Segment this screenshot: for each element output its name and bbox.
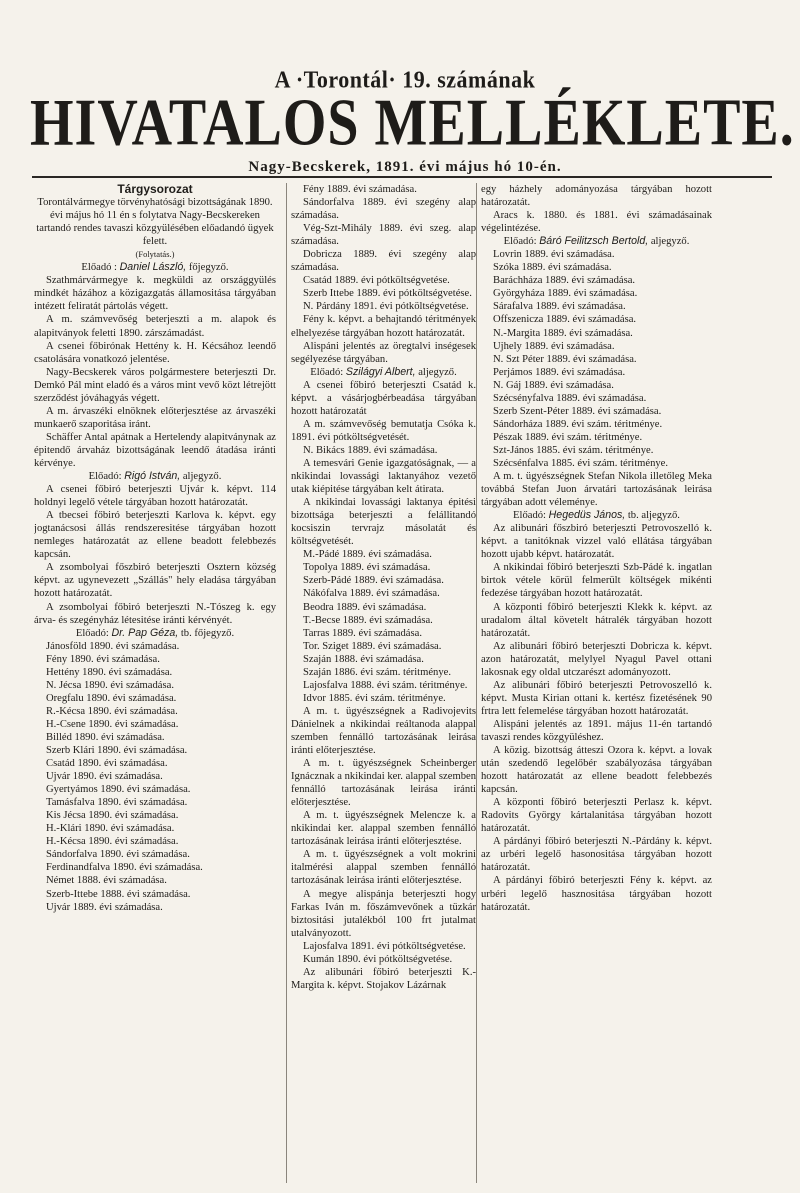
account-item: Német 1888. évi számadása. bbox=[46, 875, 167, 887]
account-item: Szerb Klári 1890. évi számadása. bbox=[46, 745, 188, 757]
account-item: Szerb-Pádé 1889. évi számadása. bbox=[303, 575, 444, 587]
agenda-item: A közig. bizottság átteszi Ozora k. képvt. a lovak után szedendő legelőbér szabályozása tárgyában hozott határozatát az ellene beadott felebbezés kapcsán. bbox=[481, 745, 712, 796]
account-item: Szt-János 1885. évi szám. téritménye. bbox=[493, 444, 654, 456]
agenda-item: A m. t. ügyészségnek a volt mokrini italmérési alappal szemben fennálló tartozásának leirása iránti előterjesztése. bbox=[291, 849, 476, 887]
account-item: Jánosföld 1890. évi számadása. bbox=[46, 640, 180, 652]
presenter-line bbox=[34, 261, 276, 274]
account-item: Beodra 1889. évi számadása. bbox=[303, 601, 427, 613]
account-item: Szaján 1886. évi szám. téritménye. bbox=[303, 666, 451, 678]
account-item: Szerb-Ittebe 1888. évi számadása. bbox=[46, 888, 191, 900]
presenter-prefix: Előadó: bbox=[75, 627, 112, 639]
column-2 bbox=[286, 183, 476, 1183]
agenda-item: A zsombolyai főszbiró beterjeszti Osztern község képvt. az ugynevezett „Szállás" hely eladása tárgyában hozott határozatát. bbox=[34, 562, 276, 600]
agenda-item: Schäffer Antal apátnak a Hertelendy alapitványnak az épitendő árvaház bizottságának leendő átadása iránti kérvénye. bbox=[34, 431, 276, 469]
account-item: Lovrin 1889. évi számadása. bbox=[493, 249, 615, 261]
account-item: Tor. Sziget 1889. évi számadása. bbox=[303, 640, 442, 652]
agenda-item: Az alibunári főbiró beterjeszti Petrovoszelló k. képvt. Musta Kirian ottani k. kertész fizetésének 90 frtra lett felemelése tárgyában hozott határozatát. bbox=[481, 679, 712, 717]
agenda-item: A csenei főbirónak Hettény k. H. Kécsához leendő csatolására vonatkozó jelentése. bbox=[34, 340, 276, 365]
account-item: Szerb Ittebe 1889. évi pótköltségvetése. bbox=[303, 288, 472, 300]
account-item: Oregfalu 1890. évi számadása. bbox=[46, 692, 177, 704]
account-item: Idvor 1885. évi szám. téritménye. bbox=[303, 692, 446, 704]
account-item: Ujvár 1889. évi számadása. bbox=[46, 901, 163, 913]
presenter-line bbox=[481, 235, 712, 248]
agenda-item: A központi főbiró beterjeszti Klekk k. képvt. az uradalom által követelt hátralék tárgyában hozott határozatát. bbox=[481, 601, 712, 639]
agenda-item: A csenei főbiró beterjeszti Ujvár k. képvt. 114 holdnyi legelő vétele tárgyában hozott határozatát. bbox=[34, 484, 276, 509]
account-item: Szécsénfalva 1885. évi szám. téritménye. bbox=[493, 457, 669, 469]
agenda-item: A központi főbiró beterjeszti Perlasz k. képvt. Radovits György kártalanitása tárgyában hozott határozatát. bbox=[481, 797, 712, 835]
continuation-note: (Folytatás.) bbox=[135, 249, 175, 260]
presenter-prefix: Előadó: bbox=[513, 510, 549, 522]
presenter-name: Hegedüs János, bbox=[548, 509, 626, 522]
account-item: Vég-Szt-Mihály 1889. évi szeg. alap számadása. bbox=[291, 223, 476, 248]
account-item: R.-Kécsa 1890. évi számadása. bbox=[46, 705, 178, 717]
account-item: Hettény 1890. évi számadása. bbox=[46, 666, 173, 678]
agenda-item: Alispáni jelentés az 1891. május 11-én tartandó tavaszi rendes közgyüléshez. bbox=[481, 718, 712, 743]
account-item: Lajosfalva 1888. évi szám. téritménye. bbox=[303, 679, 468, 691]
account-item: N.-Margita 1889. évi számadása. bbox=[493, 327, 633, 339]
account-item: Györgyháza 1889. évi számadása. bbox=[493, 288, 638, 300]
account-item: Kis Jécsa 1890. évi számadása. bbox=[46, 810, 179, 822]
presenter-line bbox=[34, 627, 276, 640]
agenda-item: Szathmárvármegye k. megküldi az országgyülés mindkét házához a közigazgatás államositása tárgyában intézett feliratát pártolás végett. bbox=[34, 275, 276, 313]
presenter-prefix: Előadó : bbox=[81, 262, 120, 274]
account-item: Dobricza 1889. évi szegény alap számadása. bbox=[291, 249, 476, 274]
agenda-item: Aracs k. 1880. és 1881. évi számadásainak végelintézése. bbox=[481, 210, 712, 235]
account-item: N. Párdány 1891. évi pótköltségvetése. bbox=[303, 301, 469, 313]
account-item: M.-Pádé 1889. évi számadása. bbox=[303, 549, 432, 561]
presenter-name: Szilágyi Albert, bbox=[345, 365, 416, 378]
agenda-item: Fény k. képvt. a behajtandó téritmények elhelyezése tárgyában hozott határozatát. bbox=[291, 314, 476, 339]
presenter-title: aljegyző. bbox=[180, 471, 222, 483]
presenter-name: Daniel László, bbox=[119, 261, 187, 274]
masthead-subtitle: A ·Torontál· 19. számának bbox=[274, 65, 536, 94]
account-item: Szóka 1889. évi számadása. bbox=[493, 262, 612, 274]
agenda-item: A megye alispánja beterjeszti hogy Farkas Iván m. főszámvevőnek a tüzkár biztositási jutalékból 100 frt jutalmat utalványozott. bbox=[291, 888, 476, 939]
account-item: Sándorháza 1889. évi szám. téritménye. bbox=[493, 418, 663, 430]
agenda-item: egy házhely adományozása tárgyában hozott határozatát. bbox=[481, 184, 712, 209]
agenda-item: A zsombolyai főbiró beterjeszti N.-Tószeg k. egy árva- és szegényház létesitése iránti kérvényét. bbox=[34, 601, 276, 626]
agenda-item: A m. t. ügyészségnek a Radivojevits Dánielnek a nkikindai reáltanoda alappal szemben fennálló tartozásának leirása iránti előterjesztése. bbox=[291, 705, 476, 757]
presenter-prefix: Előadó: bbox=[310, 366, 346, 378]
account-item: Gyertyámos 1890. évi számadása. bbox=[46, 784, 191, 796]
account-item: Csatád 1890. évi számadása. bbox=[46, 758, 168, 770]
account-item: Csatád 1889. évi pótköltségvetése. bbox=[303, 275, 450, 287]
agenda-item: A nkikindai főbiró beterjeszti Szb-Pádé k. ingatlan birtok vétele körül felmerült költségek mikénti fedezése tárgyában hozott határozatát. bbox=[481, 562, 712, 600]
account-item: Tarras 1889. évi számadása. bbox=[303, 627, 422, 639]
account-item: N. Gáj 1889. évi számadása. bbox=[493, 379, 614, 391]
agenda-item: A m. számvevőség beterjeszti a m. alapok és alapitványok feletti 1890. zárszámadást. bbox=[34, 314, 276, 339]
agenda-item: A m. t. ügyészségnek Melencze k. a nkikindai ker. alappal szemben fennálló tartozásának leirása iránti előterjesztése. bbox=[291, 810, 476, 848]
presenter-name: Rigó István, bbox=[124, 470, 181, 483]
agenda-item: Az alibunári főbiró beterjeszti Dobricza k. képvt. azon határozatát, melylyel Nyagul Pavel ottani lakosnak egy oldal utczarészt adományozott. bbox=[481, 640, 712, 678]
presenter-title: tb. főjegyző. bbox=[178, 627, 235, 639]
presenter-name: Dr. Pap Géza, bbox=[111, 626, 179, 639]
agenda-item: A m. t. ügyészségnek Scheinberger Ignácznak a nkikindai ker. alappal szemben fennálló tartozásának leirása iránti előterjesztése. bbox=[291, 758, 476, 809]
account-item: Baráchháza 1889. évi számadása. bbox=[493, 275, 636, 287]
account-item: Nákófalva 1889. évi számadása. bbox=[303, 588, 440, 600]
presenter-title: tb. aljegyző. bbox=[625, 510, 680, 522]
agenda-item: A párdányi főbiró beterjeszti N.-Párdány k. képvt. az urbéri legelő hasonositása tárgyában hozott határozatát. bbox=[481, 836, 712, 874]
agenda-item: A nkikindai lovassági laktanya épitési bizottsága beterjeszti a felállitandó kocsiszin tervrajz másolatát és költségvetését. bbox=[291, 497, 476, 548]
masthead-dateline: Nagy-Becskerek, 1891. évi május hó 10-én. bbox=[248, 159, 562, 175]
presenter-title: aljegyző. bbox=[648, 236, 690, 248]
account-item: Sárafalva 1889. évi számadása. bbox=[493, 301, 626, 313]
account-item: Billéd 1890. évi számadása. bbox=[46, 731, 165, 743]
account-item: Szaján 1888. évi számadása. bbox=[303, 653, 424, 665]
account-item: Tamásfalva 1890. évi számadása. bbox=[46, 797, 188, 809]
presenter-prefix: Előadó: bbox=[88, 471, 125, 483]
agenda-item: A tbecsei főbiró beterjeszti Karlova k. képvt. egy jogtanácsosi állás rendszeresitése tárgyában hozott nemleges határozatát az ellene beadott felebbezés kapcsán. bbox=[34, 510, 276, 561]
account-item: Offszenicza 1889. évi számadása. bbox=[493, 314, 637, 326]
account-item: Topolya 1889. évi számadása. bbox=[303, 562, 431, 574]
masthead-rule bbox=[32, 176, 772, 178]
agenda-item: A m. árvaszéki elnöknek előterjesztése az árvaszéki munkaerő szaporitása iránt. bbox=[34, 405, 276, 430]
masthead bbox=[30, 62, 795, 175]
section-heading: Tárgysorozat bbox=[117, 183, 193, 196]
agenda-item: Nagy-Becskerek város polgármestere beterjeszti Dr. Demkó Pál mint eladó és a város mint vevő közt létrejött szerződést jóváhagyás végett. bbox=[34, 366, 276, 404]
agenda-item: Az alibunári főszbiró beterjeszti Petrovoszelló k. képvt. a tanitóknak vizzel való ellátása tárgyában hozott ujabb képvt. határozatát. bbox=[481, 523, 712, 561]
agenda-item: N. Bikács 1889. évi számadása. bbox=[303, 444, 438, 456]
column-1 bbox=[34, 183, 276, 1183]
presenter-line bbox=[34, 470, 276, 483]
account-item: Szerb Szent-Péter 1889. évi számadása. bbox=[493, 405, 662, 417]
presenter-name: Báró Feilitzsch Bertold, bbox=[539, 235, 649, 248]
account-item: Szécsényfalva 1889. évi számadása. bbox=[493, 392, 647, 404]
column-3 bbox=[476, 183, 712, 1183]
presenter-prefix: Előadó: bbox=[503, 236, 540, 248]
account-item: T.-Becse 1889. évi számadása. bbox=[303, 614, 433, 626]
presenter-title: főjegyző. bbox=[186, 262, 229, 274]
masthead-title: HIVATALOS MELLÉKLETE. bbox=[30, 85, 795, 161]
account-item: H.-Csene 1890. évi számadása. bbox=[46, 718, 179, 730]
account-item: H.-Kécsa 1890. évi számadása. bbox=[46, 836, 179, 848]
agenda-item: Lajosfalva 1891. évi pótköltségvetése. bbox=[303, 940, 466, 952]
account-item: Fény 1890. évi számadása. bbox=[46, 653, 160, 665]
section-intro: Torontálvármegye törvényhatósági bizottságának 1890. évi május hó 11 én s folytatva Nagy-Becskereken tartandó rendes tavaszi közgyülésében előadandó ügyek felett. bbox=[36, 197, 274, 248]
presenter-line bbox=[291, 366, 476, 379]
agenda-item: Kumán 1890. évi pótköltségvetése. bbox=[303, 953, 453, 965]
account-item: Sándorfalva 1889. évi szegény alap számadása. bbox=[291, 197, 476, 222]
agenda-item: Alispáni jelentés az öregtalvi inségesek segélyezése tárgyában. bbox=[291, 340, 476, 365]
account-item: Ujhely 1889. évi számadása. bbox=[493, 340, 615, 352]
presenter-title: aljegyző. bbox=[415, 366, 457, 378]
account-item: Perjámos 1889. évi számadása. bbox=[493, 366, 626, 378]
account-item: Ferdinandfalva 1890. évi számadása. bbox=[46, 862, 203, 874]
account-item: N. Szt Péter 1889. évi számadása. bbox=[493, 353, 637, 365]
account-item: Sándorfalva 1890. évi számadása. bbox=[46, 849, 190, 861]
account-item: Ujvár 1890. évi számadása. bbox=[46, 771, 163, 783]
agenda-item: A m. t. ügyészségnek Stefan Nikola illetőleg Meka továbbá Stefan Juon árvatári tartozásának leirása tárgyában adott véleménye. bbox=[481, 471, 712, 509]
agenda-item: A m. számvevőség bemutatja Csóka k. 1891. évi pótköltségvetését. bbox=[291, 418, 476, 443]
account-item: Fény 1889. évi számadása. bbox=[303, 184, 417, 195]
agenda-item: Az alibunári főbiró beterjeszti K.-Margita k. képvt. Stojakov Lázárnak bbox=[291, 966, 476, 991]
agenda-item: A csenei főbiró beterjeszti Csatád k. képvt. a vásárjogbérbeadása tárgyában hozott határozatát bbox=[291, 379, 476, 417]
agenda-item: A temesvári Genie igazgatóságnak, — a nkikindai lovassági laktanyához vezető utak kiépitése tárgyában kelt átirata. bbox=[291, 457, 476, 496]
account-item: N. Jécsa 1890. évi számadása. bbox=[46, 679, 174, 691]
agenda-item: A párdányi főbiró beterjeszti Fény k. képvt. az urbéri legelő hasznositása tárgyában hozott határozatát. bbox=[481, 875, 712, 913]
account-item: H.-Klári 1890. évi számadása. bbox=[46, 823, 175, 835]
account-item: Pészak 1889. évi szám. téritménye. bbox=[493, 431, 643, 443]
presenter-line bbox=[481, 509, 712, 522]
